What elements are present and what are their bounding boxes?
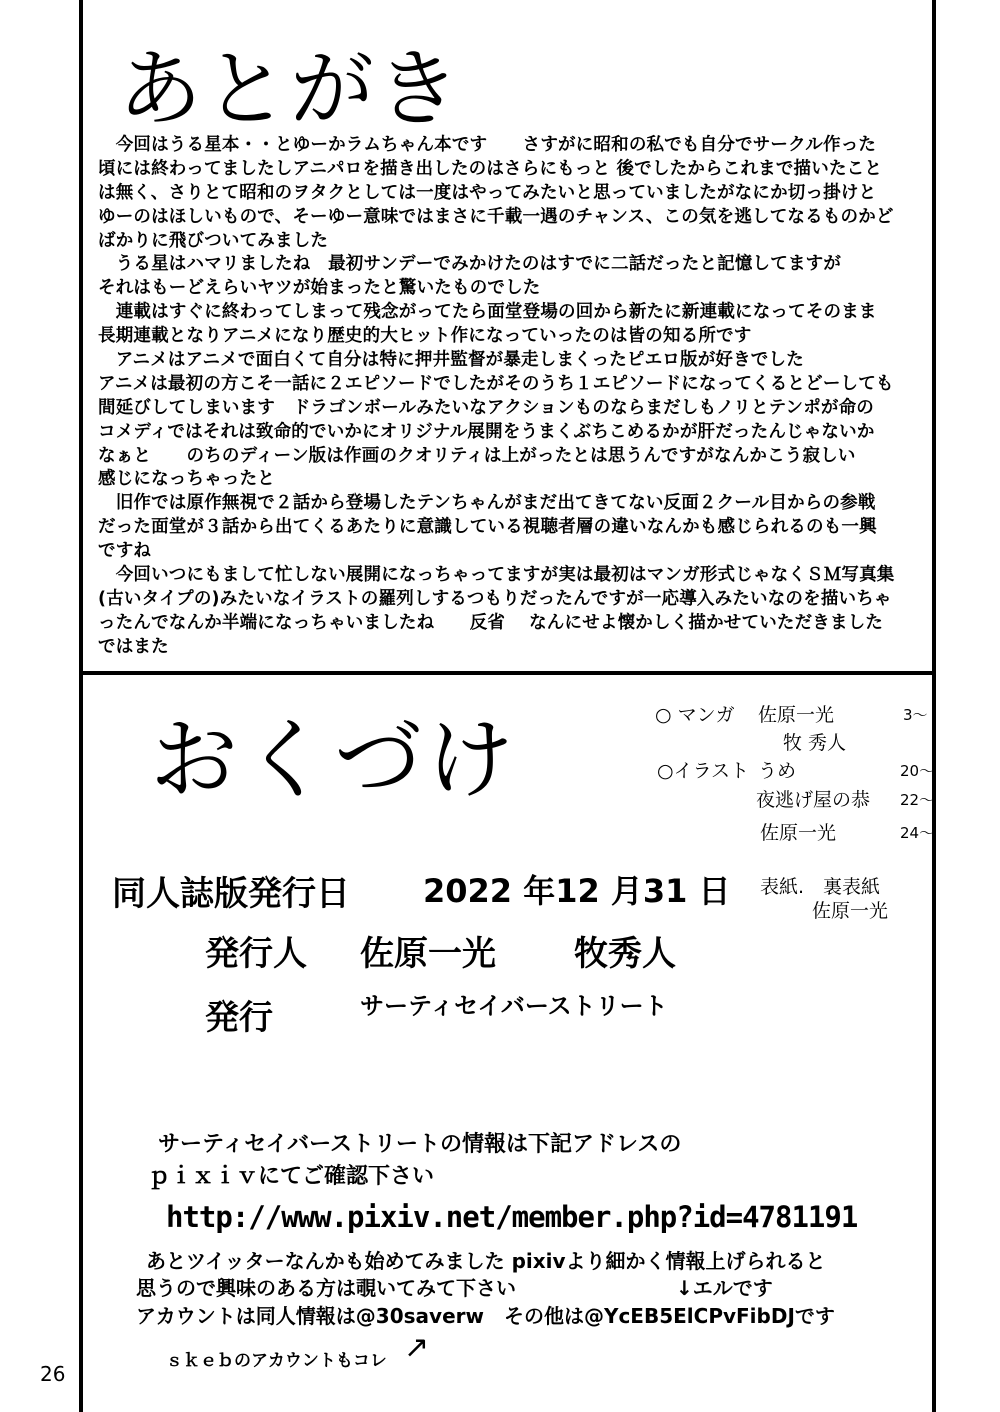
afterword-line: は無く、さりとて昭和のヲタクとしては一度はやってみたいと思っていましたがなにか切っ掛けと bbox=[98, 182, 877, 203]
twitter-line-2: 思うので興味のある方は覗いてみて下さい bbox=[136, 1276, 516, 1300]
pixiv-url[interactable]: http://www.pixiv.net/member.php?id=4781191 bbox=[166, 1200, 858, 1234]
illust-artist-1: うめ bbox=[758, 760, 797, 782]
skeb-arrow-icon: ↗ bbox=[404, 1330, 430, 1365]
illust-page-3: 24～ bbox=[900, 824, 935, 842]
issuer-name: サーティセイバーストリート bbox=[360, 992, 668, 1020]
cover-artist: 佐原一光 bbox=[812, 900, 889, 922]
publish-date-label: 同人誌版発行日 bbox=[112, 874, 350, 914]
section-divider bbox=[79, 671, 936, 675]
skeb-line: ｓｋｅｂのアカウントもコレ bbox=[166, 1351, 387, 1371]
afterword-line: うる星はハマリましたね 最初サンデーでみかけたのはすでに二話だったと記憶してますが bbox=[98, 254, 842, 275]
publisher-2: 牧秀人 bbox=[574, 934, 676, 974]
colophon-title: おくづけ bbox=[150, 708, 519, 811]
illust-page-1: 20～ bbox=[900, 762, 935, 780]
afterword-line: 今回いつにもまして忙しない展開になっちゃってますが実は最初はマンガ形式じゃなくＳＭ写真集 bbox=[98, 565, 895, 586]
afterword-line: (古いタイプの)みたいなイラストの羅列しするつもりだったんですが一応導入みたいなのを描いちゃ bbox=[98, 588, 892, 609]
afterword-line: コメディではそれは致命的でいかにオリジナル展開をうまくぶちこめるかが肝だったんじゃないか bbox=[98, 421, 875, 442]
afterword-title: あとがき bbox=[118, 40, 463, 138]
afterword-line: ゆーのはほしいもので、そーゆー意味ではまさに千載一遇のチャンス、この気を逃してなるものかど bbox=[98, 206, 894, 227]
afterword-line: 連載はすぐに終わってしまって残念がってたら面堂登場の回から新たに新連載になってそのまま bbox=[98, 302, 877, 323]
page-number: 26 bbox=[40, 1362, 66, 1386]
info-line-2: ｐｉｘｉｖにてご確認下さい bbox=[148, 1164, 435, 1189]
twitter-arrow-note: ↓エルです bbox=[676, 1276, 773, 1300]
afterword-line: アニメはアニメで面白くて自分は特に押井監督が暴走しまくったピエロ版が好きでした bbox=[98, 350, 804, 371]
right-border bbox=[932, 0, 936, 1412]
left-border bbox=[79, 0, 83, 1412]
afterword-line: アニメは最初の方こそ一話に２エピソードでしたがそのうち１エピソードになってくるとどーしても bbox=[98, 373, 894, 394]
afterword-line: 頃には終わってましたしアニパロを描き出したのはさらにもっと 後でしたからこれまで描いたこと bbox=[98, 158, 883, 179]
twitter-line-1: あとツイッターなんかも始めてみました pixivより細かく情報上げられると bbox=[146, 1249, 826, 1273]
info-line-1: サーティセイバーストリートの情報は下記アドレスの bbox=[158, 1132, 682, 1157]
illust-page-2: 22～ bbox=[900, 791, 935, 809]
illust-artist-3: 佐原一光 bbox=[760, 822, 837, 844]
afterword-line: 今回はうる星本・・とゆーかラムちゃん本です さすがに昭和の私でも自分でサークル作った bbox=[98, 135, 877, 155]
accounts-line: アカウントは同人情報は@30saverw その他は@YcEB5ElCPvFibDJです bbox=[136, 1304, 835, 1328]
publisher-label: 発行人 bbox=[205, 934, 307, 974]
issuer-label: 発行 bbox=[205, 998, 273, 1038]
afterword-line: 旧作では原作無視で２話から登場したテンちゃんがまだ出てきてない反面２クール目からの参戦 bbox=[98, 493, 876, 514]
afterword-line: ではまた bbox=[98, 636, 169, 657]
afterword-line: 間延びしてしまいます ドラゴンボールみたいなアクションものならまだしもノリとテンポが命の bbox=[98, 397, 874, 418]
afterword-line: ですね bbox=[98, 541, 152, 562]
manga-artist-2: 牧 秀人 bbox=[783, 732, 847, 754]
afterword-line: だった面堂が３話から出てくるあたりに意識している視聴者層の違いなんかも感じられるのも一興 bbox=[98, 517, 877, 538]
afterword-line: 感じになっちゃったと bbox=[98, 469, 275, 490]
afterword-body bbox=[98, 134, 930, 660]
illust-artist-2: 夜逃げ屋の恭 bbox=[756, 789, 871, 811]
cover-label: 表紙. 裏表紙 bbox=[760, 876, 881, 898]
publish-date: 2022 年12 月31 日 bbox=[423, 872, 731, 910]
afterword-line: それはもーどえらいヤツが始まったと驚いたものでした bbox=[98, 278, 541, 299]
afterword-line: ばかりに飛びついてみました bbox=[98, 230, 329, 251]
illust-label: ○イラスト bbox=[657, 760, 750, 782]
manga-artist-1: 佐原一光 bbox=[758, 704, 835, 726]
manga-label: ○ マンガ bbox=[655, 704, 735, 726]
afterword-line: 長期連載となりアニメになり歴史的大ヒット作になっていったのは皆の知る所です bbox=[98, 326, 752, 347]
manga-page: 3～ bbox=[903, 706, 928, 724]
afterword-line: なぁと のちのディーン版は作画のクオリティは上がったとは思うんですがなんかこう寂しい bbox=[98, 445, 856, 466]
publisher-1: 佐原一光 bbox=[360, 934, 496, 974]
afterword-line: ったんでなんか半端になっちゃいましたね 反省 なんにせよ懐かしく描かせていただきました bbox=[98, 612, 884, 633]
